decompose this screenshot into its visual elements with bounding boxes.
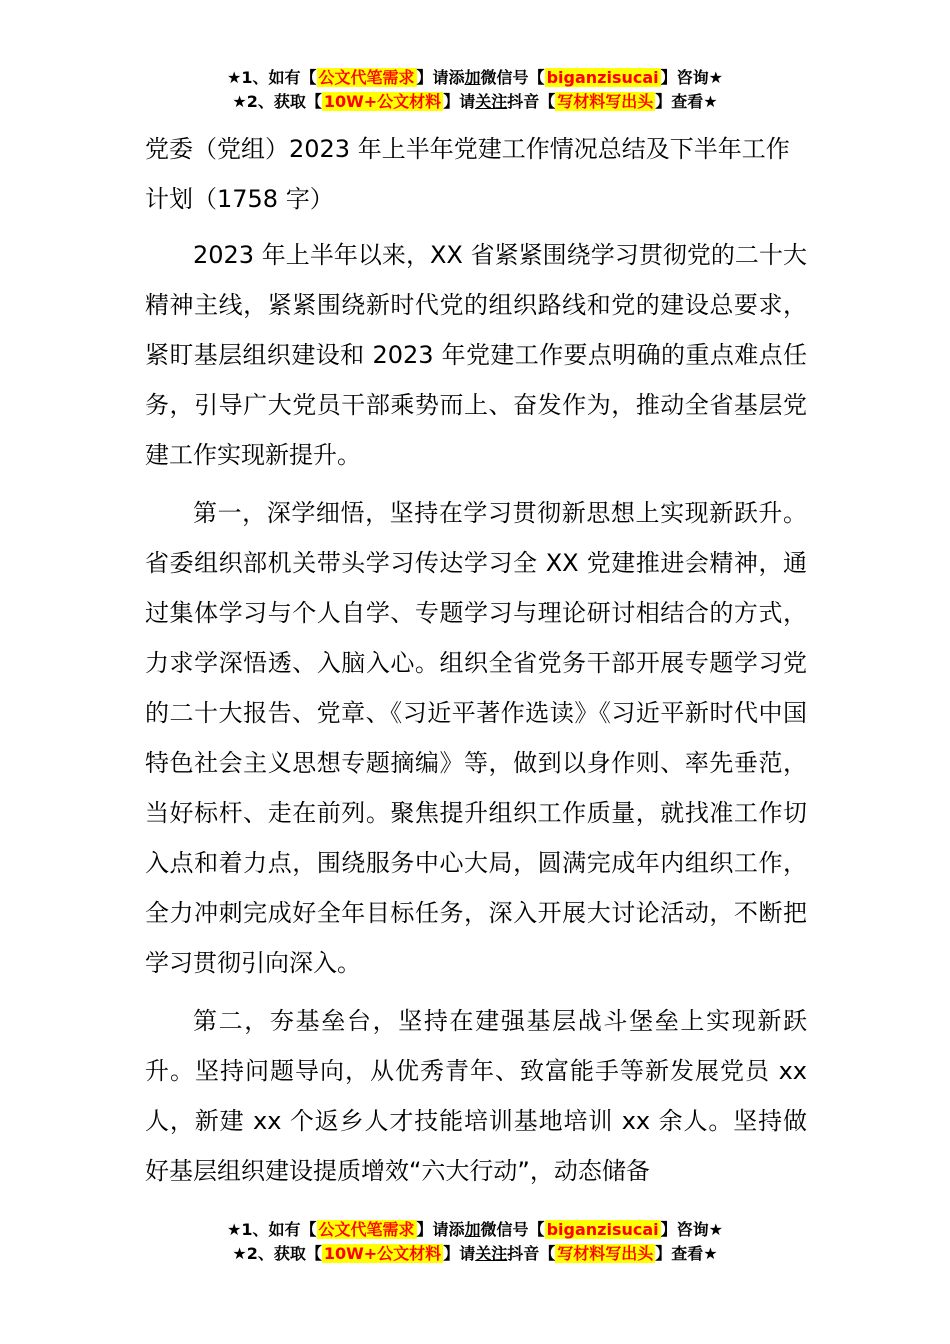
banner-underline-text: 关注 <box>475 1244 508 1263</box>
banner-highlight: biganzisucai <box>546 1220 659 1239</box>
banner-text: ★2、获取【 <box>232 1244 322 1263</box>
paragraph-first-point: 第一，深学细悟，坚持在学习贯彻新思想上实现新跃升。省委组织部机关带头学习传达学习全 XX 党建推进会精神，通过集体学习与个人自学、专题学习与理论研讨相结合的方式，力求学深悟透、入脑入心。组织全省党务干部开展专题学习党的二十大报告、党章、《习近平著作选读》《习近平新时代中国特色社会主义思想专题摘编》等，做到以身作则、率先垂范，当好标杆、走在前列。聚焦提升组织工作质量，就找准工作切入点和着力点，围绕服务中心大局，圆满完成年内组织工作，全力冲刺完成好全年目标任务，深入开展大讨论活动，不断把学习贯彻引向深入。 <box>145 499 807 977</box>
banner-highlight: 写材料写出头 <box>557 92 654 111</box>
banner-text: 】请 <box>443 1244 476 1263</box>
banner-line-2 <box>0 1242 950 1266</box>
banner-text: ★1、如有【 <box>227 68 317 87</box>
banner-text: 抖音【 <box>507 92 556 111</box>
header-banner <box>0 66 950 114</box>
banner-text: 微信号【 <box>480 68 545 87</box>
banner-line-1 <box>0 1218 950 1242</box>
banner-text: ★1、如有【 <box>227 1220 317 1239</box>
banner-text: 】请添 <box>416 1220 465 1239</box>
banner-text: 微信号【 <box>480 1220 545 1239</box>
paragraph-second-point: 第二，夯基垒台，坚持在建强基层战斗堡垒上实现新跃升。坚持问题导向，从优秀青年、致富能手等新发展党员 xx 人，新建 xx 个返乡人才技能培训基地培训 xx 余人。坚持做好基层组织建设提质增效“六大行动”，动态储备 <box>145 1007 807 1185</box>
banner-highlight: 公文代笔需求 <box>318 68 415 87</box>
banner-underline-text: 加 <box>464 68 481 87</box>
banner-line-2 <box>0 90 950 114</box>
document-body <box>145 124 807 1196</box>
document-title: 党委（党组）2023 年上半年党建工作情况总结及下半年工作计划（1758 字） <box>145 135 790 213</box>
banner-highlight: biganzisucai <box>546 68 659 87</box>
banner-text: 】请添 <box>416 68 465 87</box>
banner-text: 】请 <box>443 92 476 111</box>
banner-text: 】咨询★ <box>660 68 723 87</box>
banner-text: 】查看★ <box>655 1244 718 1263</box>
banner-text: ★2、获取【 <box>232 92 322 111</box>
banner-underline-text: 加 <box>464 1220 481 1239</box>
banner-highlight: 写材料写出头 <box>557 1244 654 1263</box>
banner-highlight: 10W+公文材料 <box>323 92 442 111</box>
banner-text: 】咨询★ <box>660 1220 723 1239</box>
footer-banner <box>0 1218 950 1266</box>
banner-text: 】查看★ <box>655 92 718 111</box>
banner-underline-text: 关注 <box>475 92 508 111</box>
banner-highlight: 公文代笔需求 <box>318 1220 415 1239</box>
banner-line-1 <box>0 66 950 90</box>
banner-highlight: 10W+公文材料 <box>323 1244 442 1263</box>
paragraph-intro: 2023 年上半年以来，XX 省紧紧围绕学习贯彻党的二十大精神主线，紧紧围绕新时代党的组织路线和党的建设总要求，紧盯基层组织建设和 2023 年党建工作要点明确的重点难点任务，引导广大党员干部乘势而上、奋发作为，推动全省基层党建工作实现新提升。 <box>145 241 807 469</box>
banner-text: 抖音【 <box>507 1244 556 1263</box>
